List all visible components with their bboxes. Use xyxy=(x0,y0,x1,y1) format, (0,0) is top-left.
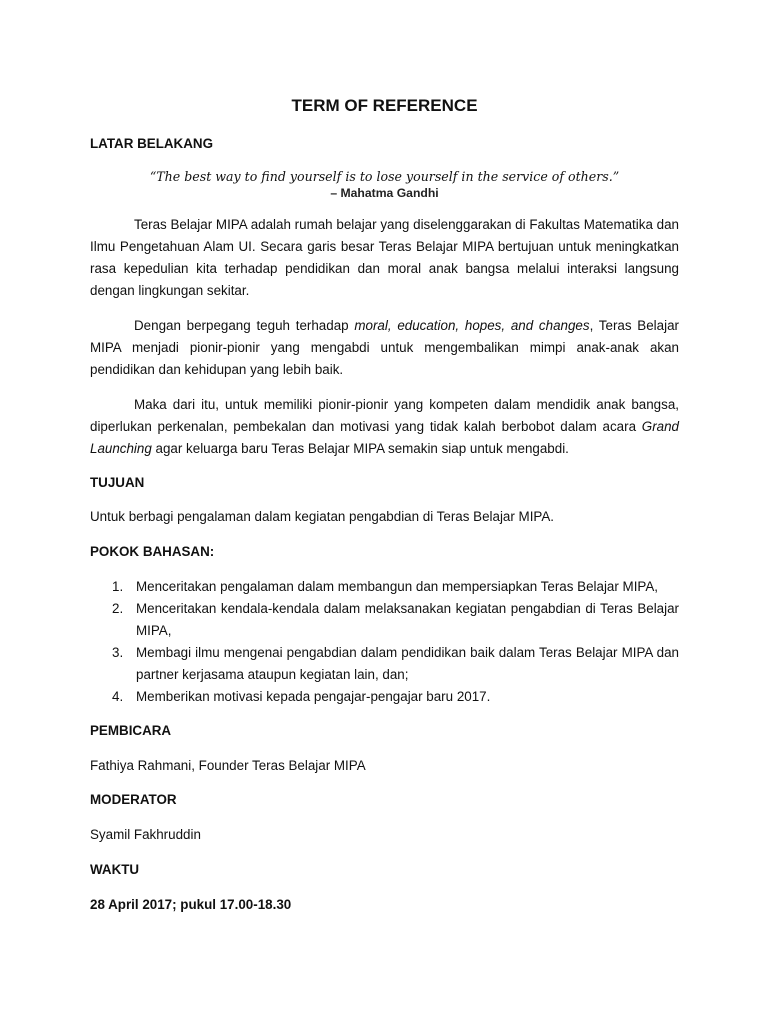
quote-text: “The best way to find yourself is to lose yourself in the service of others.” xyxy=(149,169,620,184)
list-item xyxy=(90,686,679,708)
background-paragraph-3 xyxy=(90,394,679,460)
list-item-number: 4. xyxy=(112,689,124,704)
tujuan-text: Untuk berbagi pengalaman dalam kegiatan pengabdian di Teras Belajar MIPA. xyxy=(90,509,555,524)
list-item xyxy=(90,576,679,598)
quote-author: – Mahatma Gandhi xyxy=(330,186,439,200)
list-item-number: 3. xyxy=(112,645,124,660)
pokok-bahasan-list xyxy=(90,576,679,708)
background-paragraph-1: Teras Belajar MIPA adalah rumah belajar yang diselenggarakan di Fakultas Matematika dan Ilmu Pengetahuan Alam UI. Secara garis besar Teras Belajar MIPA bertujuan untuk meningkatkan rasa kepedulian kita terhadap pendidikan dan moral anak bangsa melalui interaksi langsung dengan lingkungan sekitar. xyxy=(90,217,679,298)
pembicara-heading: PEMBICARA xyxy=(90,723,172,738)
waktu-heading: WAKTU xyxy=(90,862,140,877)
moderator-text: Syamil Fakhruddin xyxy=(90,827,201,842)
paragraph-2-text-start: Dengan berpegang teguh terhadap xyxy=(134,318,355,333)
list-item-text: Memberikan motivasi kepada pengajar-pengajar baru 2017. xyxy=(136,689,491,704)
list-item-number: 2. xyxy=(112,601,124,616)
background-paragraph-2 xyxy=(90,315,679,381)
paragraph-3-text-end: agar keluarga baru Teras Belajar MIPA semakin siap untuk mengabdi. xyxy=(151,441,569,456)
document-title: TERM OF REFERENCE xyxy=(291,96,478,115)
list-item xyxy=(90,598,679,642)
paragraph-3-italic-phrase: Grand Launching xyxy=(90,419,679,456)
epigraph-quote xyxy=(90,168,679,201)
moderator-heading: MODERATOR xyxy=(90,792,177,807)
tujuan-heading: TUJUAN xyxy=(90,475,145,490)
list-item-number: 1. xyxy=(112,579,124,594)
list-item-text: Membagi ilmu mengenai pengabdian dalam pendidikan baik dalam Teras Belajar MIPA dan partner kerjasama ataupun kegiatan lain, dan; xyxy=(136,645,679,682)
latar-belakang-heading: LATAR BELAKANG xyxy=(90,136,213,151)
paragraph-2-italic-phrase: moral, education, hopes, and changes xyxy=(354,318,590,333)
paragraph-3-text-start: Maka dari itu, untuk memiliki pionir-pionir yang kompeten dalam mendidik anak bangsa, diperlukan perkenalan, pembekalan dan motivasi yang tidak kalah berbobot dalam acara xyxy=(90,397,679,434)
list-item xyxy=(90,642,679,686)
paragraph-2-text-end: , Teras Belajar MIPA menjadi pionir-pionir yang mengabdi untuk mengembalikan mimpi anak-anak akan pendidikan dan kehidupan yang lebih baik. xyxy=(90,318,679,377)
list-item-text: Menceritakan pengalaman dalam membangun dan mempersiapkan Teras Belajar MIPA, xyxy=(136,579,659,594)
waktu-text: 28 April 2017; pukul 17.00-18.30 xyxy=(90,897,292,912)
list-item-text: Menceritakan kendala-kendala dalam melaksanakan kegiatan pengabdian di Teras Belajar MIPA, xyxy=(136,601,679,638)
pembicara-text: Fathiya Rahmani, Founder Teras Belajar MIPA xyxy=(90,758,366,773)
pokok-bahasan-heading: POKOK BAHASAN: xyxy=(90,544,215,559)
